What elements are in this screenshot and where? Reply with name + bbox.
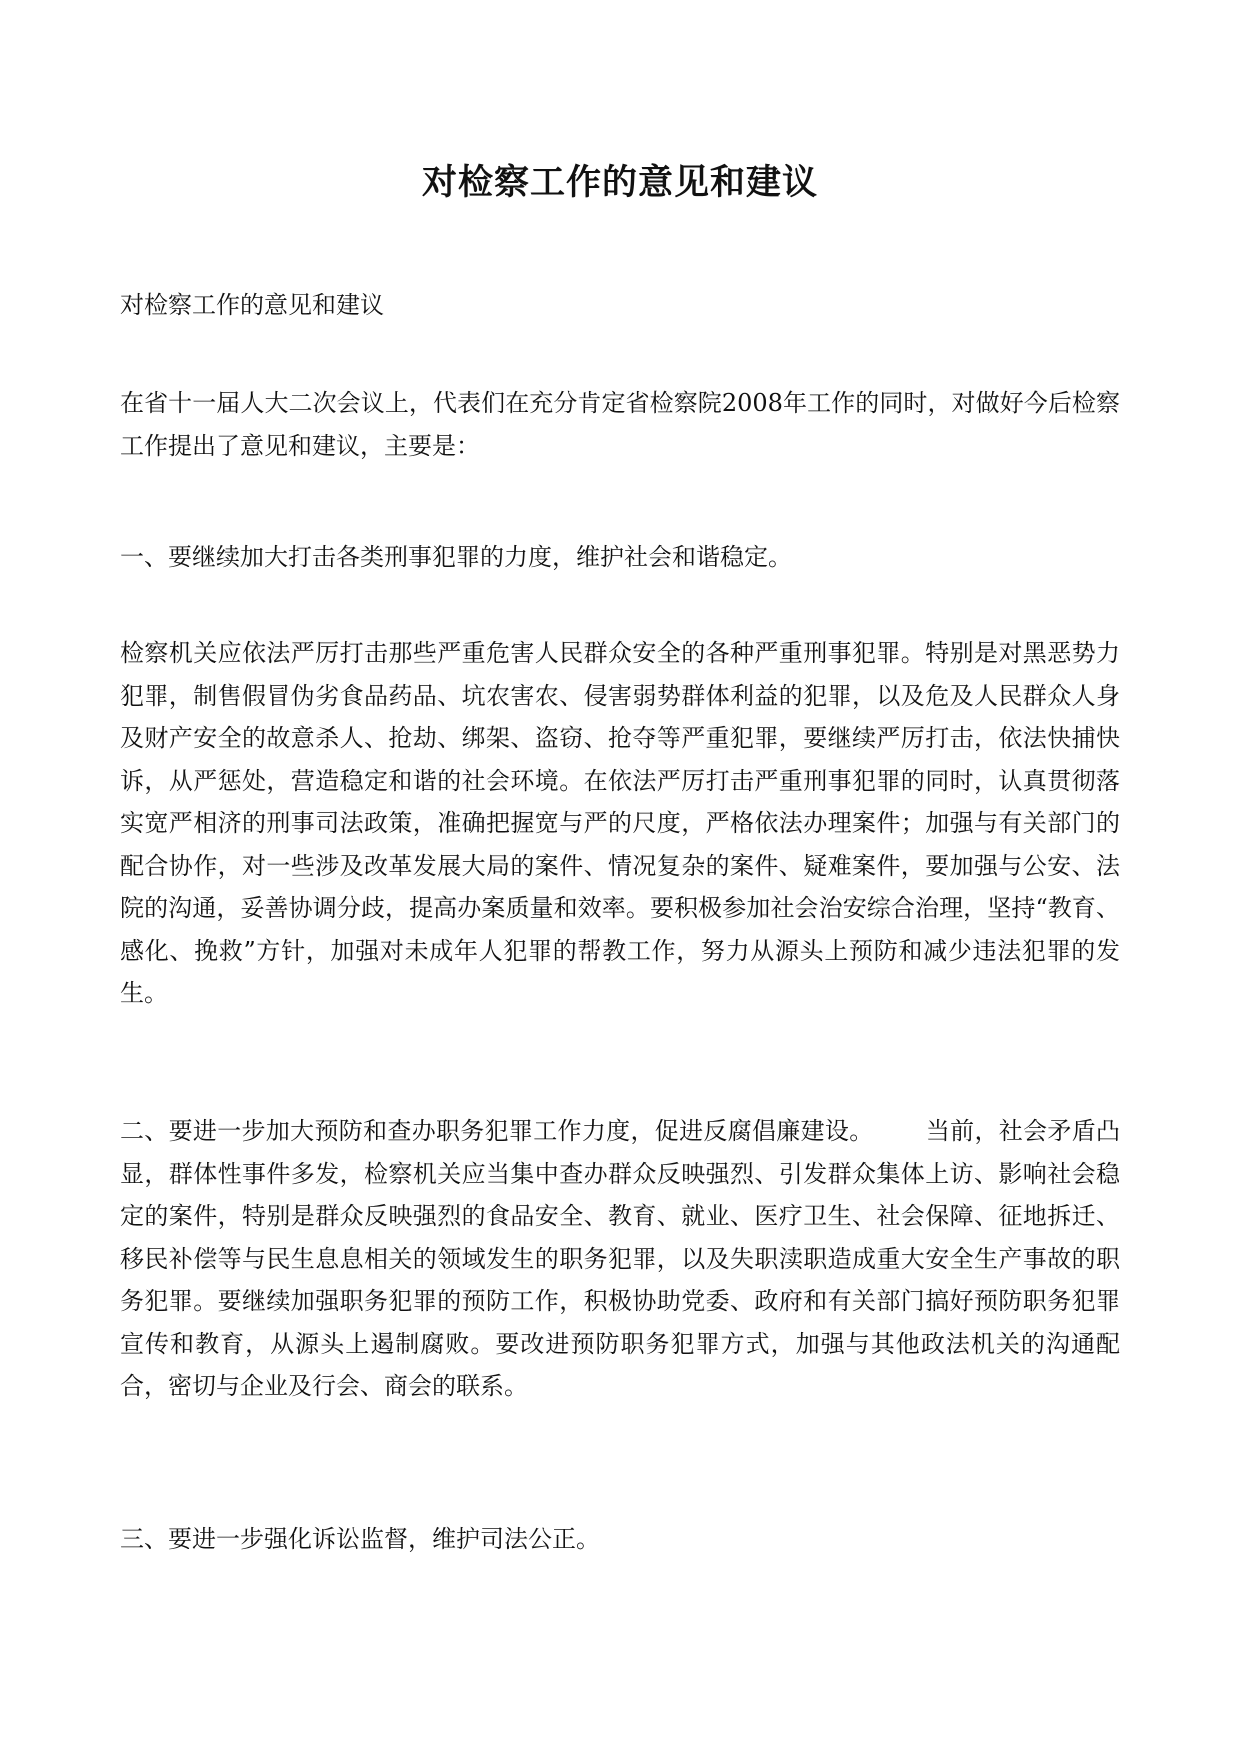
intro-paragraph: 在省十一届人大二次会议上，代表们在充分肯定省检察院2008年工作的同时，对做好今后检察工作提出了意见和建议，主要是：	[120, 389, 1120, 460]
document-subtitle: 对检察工作的意见和建议	[120, 291, 384, 319]
section-heading-3: 三、要进一步强化诉讼监督，维护司法公正。	[120, 1525, 600, 1553]
section-body-2: 当前，社会矛盾凸显，群体性事件多发，检察机关应当集中查办群众反映强烈、引发群众集体上访、影响社会稳定的案件，特别是群众反映强烈的食品安全、教育、就业、医疗卫生、社会保障、征地拆迁、移民补偿等与民生息息相关的领域发生的职务犯罪，以及失职渎职造成重大安全生产事故的职务犯罪。要继续加强职务犯罪的预防工作，积极协助党委、政府和有关部门搞好预防职务犯罪宣传和教育，从源头上遏制腐败。要改进预防职务犯罪方式，加强与其他政法机关的沟通配合，密切与企业及行会、商会的联系。	[120, 1117, 1121, 1400]
section-body-1: 检察机关应依法严厉打击那些严重危害人民群众安全的各种严重刑事犯罪。特别是对黑恶势力犯罪，制售假冒伪劣食品药品、坑农害农、侵害弱势群体利益的犯罪，以及危及人民群众人身及财产安全的故意杀人、抢劫、绑架、盗窃、抢夺等严重犯罪，要继续严厉打击，依法快捕快诉，从严惩处，营造稳定和谐的社会环境。在依法严厉打击严重刑事犯罪的同时，认真贯彻落实宽严相济的刑事司法政策，准确把握宽与严的尺度，严格依法办理案件；加强与有关部门的配合协作，对一些涉及改革发展大局的案件、情况复杂的案件、疑难案件，要加强与公安、法院的沟通，妥善协调分歧，提高办案质量和效率。要积极参加社会治安综合治理，坚持“教育、感化、挽救”方针，加强对未成年人犯罪的帮教工作，努力从源头上预防和减少违法犯罪的发生。	[120, 639, 1120, 1007]
section-heading-1: 一、要继续加大打击各类刑事犯罪的力度，维护社会和谐稳定。	[120, 543, 792, 571]
section-heading-2: 二、要进一步加大预防和查办职务犯罪工作力度，促进反腐倡廉建设。	[120, 1117, 874, 1145]
section-2-paragraph	[120, 1110, 1120, 1408]
document-title: 对检察工作的意见和建议	[421, 162, 818, 203]
